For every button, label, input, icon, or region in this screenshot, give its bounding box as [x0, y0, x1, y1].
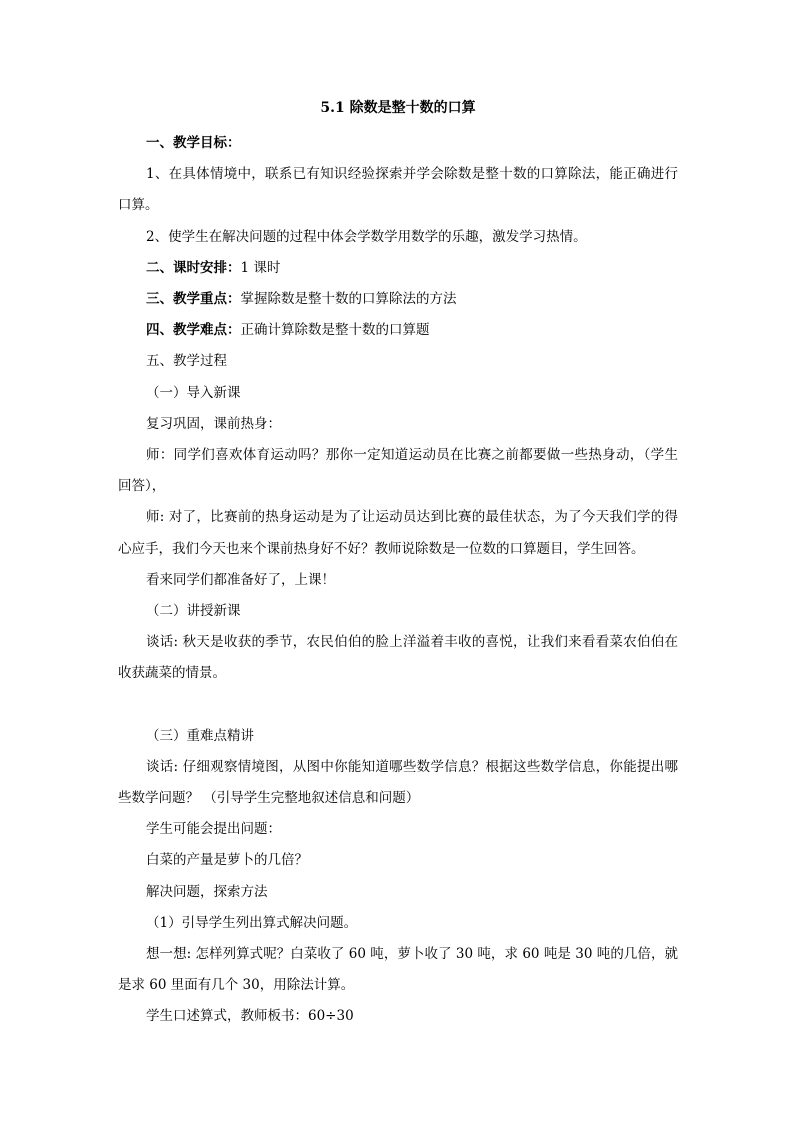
schedule: 二、课时安排：1 课时: [146, 259, 281, 276]
document-page: [118, 96, 678, 1033]
key-point: 三、教学重点：掌握除数是整十数的口算除法的方法: [146, 291, 457, 308]
blank-line: [118, 690, 678, 721]
part-2: （二）讲授新课: [146, 603, 241, 620]
ready: 看来同学们都准备好了，上课！: [146, 571, 335, 588]
talk-1: 谈话: 秋天是收获的季节，农民伯伯的脸上洋溢着丰收的喜悦，让我们来看看菜农伯伯在收获蔬菜的情景。: [118, 634, 678, 682]
think: 想一想: 怎样列算式呢？白菜收了 60 吨，萝卜收了 30 吨，求 60 吨是 30 吨的几倍，就是求 60 里面有几个 30，用除法计算。: [118, 946, 678, 994]
students-question: 学生可能会提出问题：: [146, 821, 281, 838]
step-1: （1）引导学生列出算式解决问题。: [146, 914, 358, 931]
talk-2: 谈话: 仔细观察情境图，从图中你能知道哪些数学信息？根据这些数学信息，你能提出哪些数学问题？ （引导学生完整地叙述信息和问题）: [118, 758, 678, 807]
goal-1: 1、在具体情境中，联系已有知识经验探索并学会除数是整十数的口算除法，能正确进行口算。: [118, 166, 678, 214]
goals-heading: 一、教学目标：: [146, 135, 241, 151]
document-title: 5.1 除数是整十数的口算: [320, 100, 476, 116]
part-3: （三）重难点精讲: [146, 727, 254, 744]
part-1: （一）导入新课: [146, 384, 241, 401]
teacher-1: 师：同学们喜欢体育运动吗？那你一定知道运动员在比赛之前都要做一些热身动，（学生回答），: [118, 447, 678, 495]
teacher-2: 师: 对了，比赛前的热身运动是为了让运动员达到比赛的最佳状态，为了今天我们学的得心应手，我们今天也来个课前热身好不好？教师说除数是一位数的口算题目，学生回答。: [118, 509, 678, 557]
goal-2: 2、使学生在解决问题的过程中体会学数学用数学的乐趣，激发学习热情。: [146, 228, 587, 245]
question: 白菜的产量是萝卜的几倍？: [146, 852, 308, 869]
process-heading: 五、教学过程: [146, 353, 227, 370]
difficulty: 四、教学难点：正确计算除数是整十数的口算题: [146, 322, 430, 339]
board: 学生口述算式，教师板书：60÷30: [146, 1008, 354, 1025]
solve: 解决问题，探索方法: [146, 883, 268, 900]
review: 复习巩固，课前热身：: [146, 415, 281, 432]
